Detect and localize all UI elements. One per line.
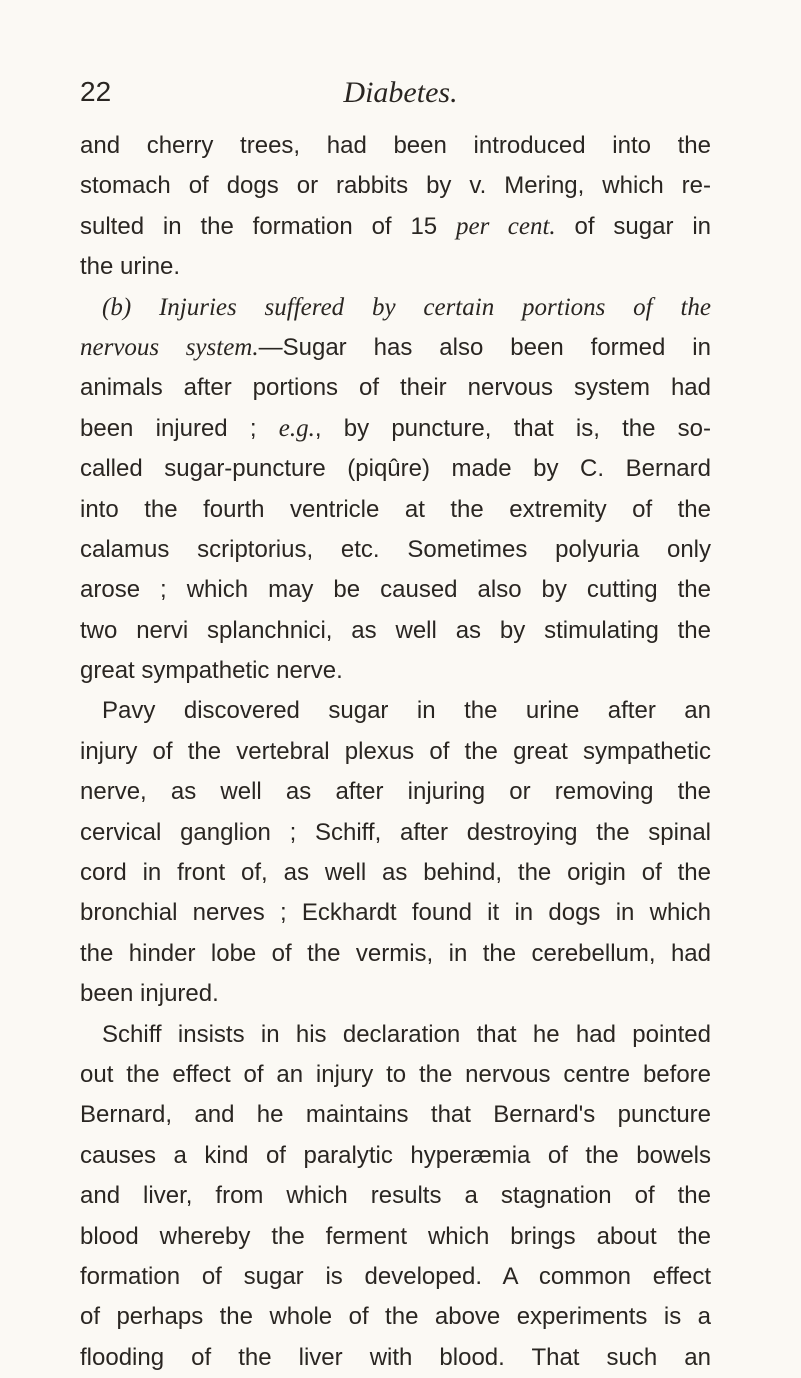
text-line bbox=[80, 934, 711, 974]
text-line bbox=[80, 288, 711, 328]
text-line bbox=[80, 691, 711, 731]
text-line bbox=[80, 207, 711, 247]
text-line bbox=[80, 1095, 711, 1135]
text-run: animals after portions of their nervous system had bbox=[80, 374, 711, 402]
text-line bbox=[80, 1217, 711, 1257]
text-line bbox=[80, 1055, 711, 1095]
text-run: called sugar-puncture (piqûre) made by C. Bernard bbox=[80, 455, 711, 483]
text-line bbox=[80, 1338, 711, 1378]
text-line bbox=[80, 772, 711, 812]
page-header bbox=[0, 76, 801, 116]
text-run: been injured ; bbox=[80, 414, 279, 442]
text-line bbox=[80, 732, 711, 772]
page-number: 22 bbox=[80, 76, 112, 107]
text-line bbox=[80, 813, 711, 853]
text-run: causes a kind of paralytic hyperæmia of the bowels bbox=[80, 1141, 711, 1169]
text-line bbox=[80, 893, 711, 933]
text-run: into the fourth ventricle at the extremity of the bbox=[80, 495, 711, 523]
text-line bbox=[80, 1136, 711, 1176]
text-line bbox=[80, 1015, 711, 1055]
text-line bbox=[80, 368, 711, 408]
text-run: —Sugar has also been formed in bbox=[258, 333, 711, 361]
text-line bbox=[80, 449, 711, 489]
text-run: formation of sugar is developed. A common effect bbox=[80, 1262, 711, 1290]
text-run: injury of the vertebral plexus of the great sympathetic bbox=[80, 737, 711, 765]
body-text bbox=[80, 126, 711, 1378]
text-run: the hinder lobe of the vermis, in the cerebellum, had bbox=[80, 939, 711, 967]
text-run: and liver, from which results a stagnation of the bbox=[80, 1182, 711, 1210]
text-run: sulted in the formation of 15 bbox=[80, 212, 457, 240]
text-run: calamus scriptorius, etc. Sometimes polyuria only bbox=[80, 535, 711, 563]
text-line bbox=[80, 1257, 711, 1297]
text-line bbox=[80, 530, 711, 570]
text-run: Bernard, and he maintains that Bernard's puncture bbox=[80, 1101, 711, 1129]
italic-text-run: nervous system. bbox=[80, 333, 259, 361]
text-run: of sugar in bbox=[555, 212, 712, 240]
text-line bbox=[80, 853, 711, 893]
text-line bbox=[80, 328, 711, 368]
italic-text-run: e.g. bbox=[278, 414, 315, 442]
text-run: the urine. bbox=[80, 253, 181, 281]
text-line bbox=[80, 974, 711, 1014]
text-line bbox=[80, 651, 711, 691]
text-line bbox=[80, 126, 711, 166]
text-run: been injured. bbox=[80, 980, 219, 1008]
text-run: cord in front of, as well as behind, the origin of the bbox=[80, 859, 711, 887]
italic-text-run: (b) Injuries suffered by certain portions of the bbox=[102, 293, 711, 321]
text-run: out the effect of an injury to the nervous centre before bbox=[80, 1060, 711, 1088]
text-run: of perhaps the whole of the above experiments is a bbox=[80, 1303, 711, 1331]
text-line bbox=[80, 409, 711, 449]
text-run: nerve, as well as after injuring or removing the bbox=[80, 778, 711, 806]
text-run: arose ; which may be caused also by cutting the bbox=[80, 576, 711, 604]
text-line bbox=[80, 1297, 711, 1337]
text-line bbox=[80, 570, 711, 610]
text-run: blood whereby the ferment which brings about the bbox=[80, 1222, 711, 1250]
text-run: cervical ganglion ; Schiff, after destroying the spinal bbox=[80, 818, 711, 846]
text-run: and cherry trees, had been introduced into the bbox=[80, 132, 711, 159]
text-run: bronchial nerves ; Eckhardt found it in dogs in which bbox=[80, 899, 711, 927]
text-line bbox=[80, 611, 711, 651]
text-run: Pavy discovered sugar in the urine after an bbox=[102, 697, 711, 725]
text-line bbox=[80, 1176, 711, 1216]
running-title: Diabetes. bbox=[343, 76, 458, 109]
text-run: Schiff insists in his declaration that he had pointed bbox=[102, 1020, 711, 1048]
text-line bbox=[80, 247, 711, 287]
text-run: flooding of the liver with blood. That such an bbox=[80, 1343, 711, 1371]
text-run: two nervi splanchnici, as well as by stimulating the bbox=[80, 616, 711, 644]
text-line bbox=[80, 166, 711, 206]
text-run: stomach of dogs or rabbits by v. Mering, which re- bbox=[80, 172, 711, 200]
text-run: , by puncture, that is, the so- bbox=[314, 414, 712, 442]
italic-text-run: per cent. bbox=[456, 212, 556, 240]
text-line bbox=[80, 490, 711, 530]
text-run: great sympathetic nerve. bbox=[80, 657, 343, 685]
